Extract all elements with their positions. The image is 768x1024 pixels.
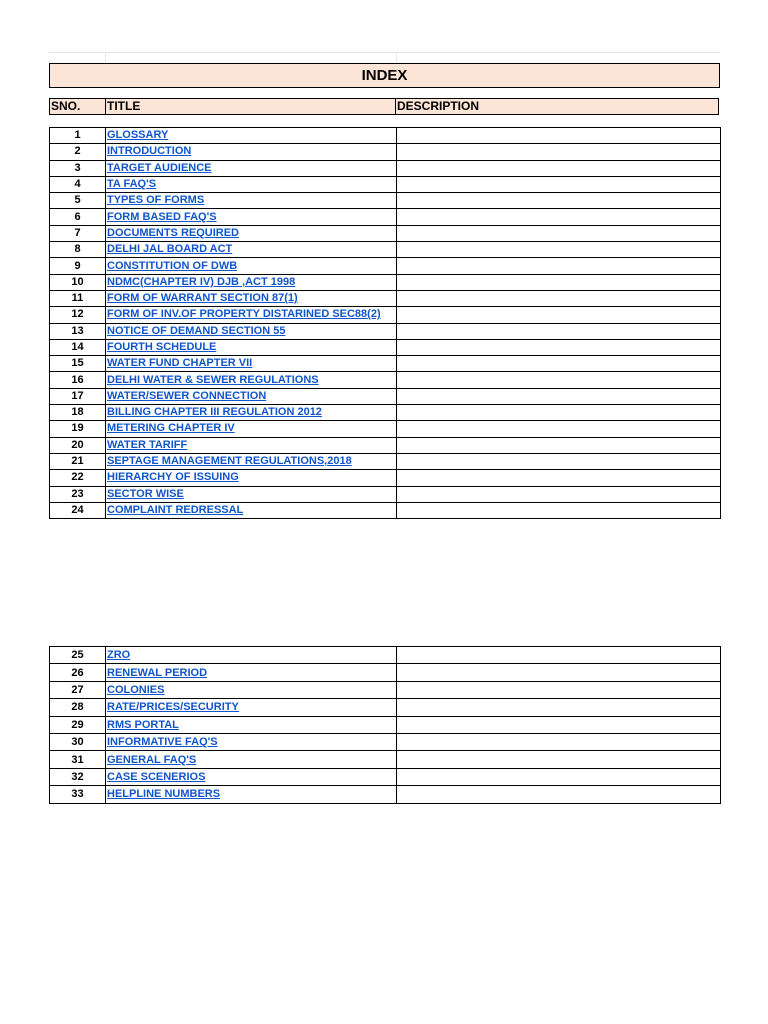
title-link[interactable]: FORM OF INV.OF PROPERTY DISTARINED SEC88(2): [107, 308, 381, 321]
row-number: 20: [50, 437, 106, 453]
row-title-cell: [106, 144, 397, 160]
row-title-cell: [106, 258, 397, 274]
row-description: [397, 388, 721, 404]
title-link[interactable]: FOURTH SCHEDULE: [107, 341, 217, 353]
column-header-row: [49, 98, 720, 115]
row-title-cell: [106, 274, 397, 290]
row-title-cell: [106, 176, 397, 192]
row-description: [397, 193, 721, 209]
title-link[interactable]: METERING CHAPTER IV: [107, 422, 235, 435]
row-number: 1: [50, 128, 106, 144]
row-number: 2: [50, 144, 106, 160]
row-description: [397, 209, 721, 225]
row-number: 8: [50, 242, 106, 258]
table-row: [50, 421, 721, 437]
table-row: [50, 339, 721, 355]
row-description: [397, 144, 721, 160]
table-row: [50, 388, 721, 404]
row-description: [397, 160, 721, 176]
row-number: 25: [50, 647, 106, 664]
title-link[interactable]: FORM BASED FAQ'S: [107, 210, 217, 223]
table-row: [50, 502, 721, 518]
row-description: [397, 307, 721, 323]
title-link[interactable]: HELPLINE NUMBERS: [107, 788, 221, 801]
table-row: [50, 307, 721, 323]
row-description: [397, 356, 721, 372]
row-number: 32: [50, 768, 106, 785]
title-link[interactable]: WATER TARIFF: [107, 438, 188, 451]
row-number: 29: [50, 716, 106, 733]
row-number: 14: [50, 339, 106, 355]
row-description: [397, 372, 721, 388]
row-description: [397, 733, 721, 750]
row-description: [397, 699, 721, 716]
row-description: [397, 405, 721, 421]
row-number: 24: [50, 502, 106, 518]
table-row: [50, 405, 721, 421]
row-title-cell: [106, 193, 397, 209]
row-number: 4: [50, 176, 106, 192]
row-title-cell: [106, 453, 397, 469]
row-title-cell: [106, 242, 397, 258]
table-row: [50, 681, 721, 698]
header-description: DESCRIPTION: [395, 98, 719, 115]
row-number: 7: [50, 225, 106, 241]
row-title-cell: [106, 225, 397, 241]
title-link[interactable]: RATE/PRICES/SECURITY: [107, 701, 239, 714]
title-link[interactable]: BILLING CHAPTER III REGULATION 2012: [107, 406, 322, 419]
sheet-gridline-top: [49, 52, 720, 53]
title-link[interactable]: CONSTITUTION OF DWB: [107, 259, 238, 272]
row-title-cell: [106, 209, 397, 225]
table-row: [50, 258, 721, 274]
row-title-cell: [106, 290, 397, 306]
title-link[interactable]: NOTICE OF DEMAND SECTION 55: [107, 324, 286, 337]
row-title-cell: [106, 421, 397, 437]
row-description: [397, 258, 721, 274]
table-row: [50, 128, 721, 144]
row-description: [397, 786, 721, 803]
row-number: 16: [50, 372, 106, 388]
row-number: 15: [50, 356, 106, 372]
title-link[interactable]: DELHI WATER & SEWER REGULATIONS: [107, 373, 319, 386]
row-number: 18: [50, 405, 106, 421]
row-number: 27: [50, 681, 106, 698]
row-title-cell: [106, 339, 397, 355]
sheet-gridline-col-b: [396, 52, 397, 63]
row-description: [397, 664, 721, 681]
row-description: [397, 128, 721, 144]
title-link[interactable]: RMS PORTAL: [107, 718, 179, 731]
title-link[interactable]: SEPTAGE MANAGEMENT REGULATIONS,2018: [107, 455, 352, 468]
row-title-cell: [106, 716, 397, 733]
table-row: [50, 144, 721, 160]
table-row: [50, 664, 721, 681]
row-description: [397, 470, 721, 486]
row-description: [397, 716, 721, 733]
title-link[interactable]: WATER FUND CHAPTER VII: [107, 357, 253, 370]
row-number: 10: [50, 274, 106, 290]
row-description: [397, 502, 721, 518]
title-link[interactable]: RENEWAL PERIOD: [107, 666, 208, 679]
row-number: 31: [50, 751, 106, 768]
row-title-cell: [106, 307, 397, 323]
title-link[interactable]: WATER/SEWER CONNECTION: [107, 389, 267, 402]
row-description: [397, 768, 721, 785]
row-title-cell: [106, 768, 397, 785]
row-title-cell: [106, 751, 397, 768]
row-title-cell: [106, 786, 397, 803]
title-link[interactable]: NDMC(CHAPTER IV) DJB ,ACT 1998: [107, 275, 296, 288]
row-description: [397, 176, 721, 192]
row-title-cell: [106, 681, 397, 698]
row-title-cell: [106, 486, 397, 502]
table-row: [50, 160, 721, 176]
title-link[interactable]: HIERARCHY OF ISSUING: [107, 471, 239, 484]
table-row: [50, 209, 721, 225]
index-table-part-1: [49, 127, 721, 519]
table-row: [50, 437, 721, 453]
row-description: [397, 290, 721, 306]
row-number: 5: [50, 193, 106, 209]
row-number: 17: [50, 388, 106, 404]
table-row: [50, 274, 721, 290]
row-number: 12: [50, 307, 106, 323]
title-link[interactable]: FORM OF WARRANT SECTION 87(1): [107, 292, 298, 305]
table-row: [50, 453, 721, 469]
table-row: [50, 470, 721, 486]
title-link[interactable]: GENERAL FAQ'S: [107, 753, 197, 766]
table-row: [50, 486, 721, 502]
row-title-cell: [106, 699, 397, 716]
row-number: 23: [50, 486, 106, 502]
title-link[interactable]: SECTOR WISE: [107, 487, 184, 500]
table-row: [50, 193, 721, 209]
row-description: [397, 486, 721, 502]
table-row: [50, 176, 721, 192]
row-title-cell: [106, 128, 397, 144]
title-link[interactable]: COLONIES: [107, 683, 165, 696]
title-link[interactable]: INTRODUCTION: [107, 145, 192, 158]
sheet-gridline-col-a: [105, 52, 106, 63]
title-link[interactable]: TARGET AUDIENCE: [107, 161, 212, 174]
row-title-cell: [106, 323, 397, 339]
title-link[interactable]: ZRO: [107, 649, 131, 662]
table-row: [50, 786, 721, 803]
row-number: 21: [50, 453, 106, 469]
row-title-cell: [106, 405, 397, 421]
row-number: 3: [50, 160, 106, 176]
title-link[interactable]: DELHI JAL BOARD ACT: [107, 243, 233, 256]
header-sno: SNO.: [49, 98, 106, 115]
row-number: 30: [50, 733, 106, 750]
row-title-cell: [106, 372, 397, 388]
title-link[interactable]: INFORMATIVE FAQ'S: [107, 736, 218, 749]
index-title: INDEX: [49, 63, 720, 88]
row-description: [397, 437, 721, 453]
table-row: [50, 716, 721, 733]
row-number: 28: [50, 699, 106, 716]
row-number: 11: [50, 290, 106, 306]
row-number: 19: [50, 421, 106, 437]
row-title-cell: [106, 664, 397, 681]
row-title-cell: [106, 160, 397, 176]
row-number: 6: [50, 209, 106, 225]
header-title: TITLE: [105, 98, 396, 115]
row-description: [397, 453, 721, 469]
title-link[interactable]: COMPLAINT REDRESSAL: [107, 503, 244, 516]
title-link[interactable]: DOCUMENTS REQUIRED: [107, 226, 240, 239]
title-link[interactable]: TA FAQ'S: [107, 178, 157, 191]
table-row: [50, 242, 721, 258]
row-number: 33: [50, 786, 106, 803]
table-row: [50, 225, 721, 241]
row-description: [397, 274, 721, 290]
row-description: [397, 681, 721, 698]
row-number: 13: [50, 323, 106, 339]
table-row: [50, 768, 721, 785]
row-title-cell: [106, 470, 397, 486]
index-table-part-2: [49, 646, 721, 804]
row-description: [397, 225, 721, 241]
row-title-cell: [106, 502, 397, 518]
title-link[interactable]: GLOSSARY: [107, 129, 169, 142]
row-title-cell: [106, 647, 397, 664]
table-row: [50, 356, 721, 372]
table-row: [50, 647, 721, 664]
row-description: [397, 421, 721, 437]
row-number: 26: [50, 664, 106, 681]
row-title-cell: [106, 356, 397, 372]
title-link[interactable]: TYPES OF FORMS: [107, 194, 205, 207]
row-description: [397, 339, 721, 355]
table-row: [50, 290, 721, 306]
table-row: [50, 699, 721, 716]
row-description: [397, 647, 721, 664]
row-number: 22: [50, 470, 106, 486]
row-description: [397, 751, 721, 768]
title-link[interactable]: CASE SCENERIOS: [107, 770, 206, 783]
row-title-cell: [106, 437, 397, 453]
row-description: [397, 323, 721, 339]
table-row: [50, 323, 721, 339]
row-description: [397, 242, 721, 258]
row-number: 9: [50, 258, 106, 274]
table-row: [50, 751, 721, 768]
table-row: [50, 372, 721, 388]
row-title-cell: [106, 388, 397, 404]
table-row: [50, 733, 721, 750]
row-title-cell: [106, 733, 397, 750]
